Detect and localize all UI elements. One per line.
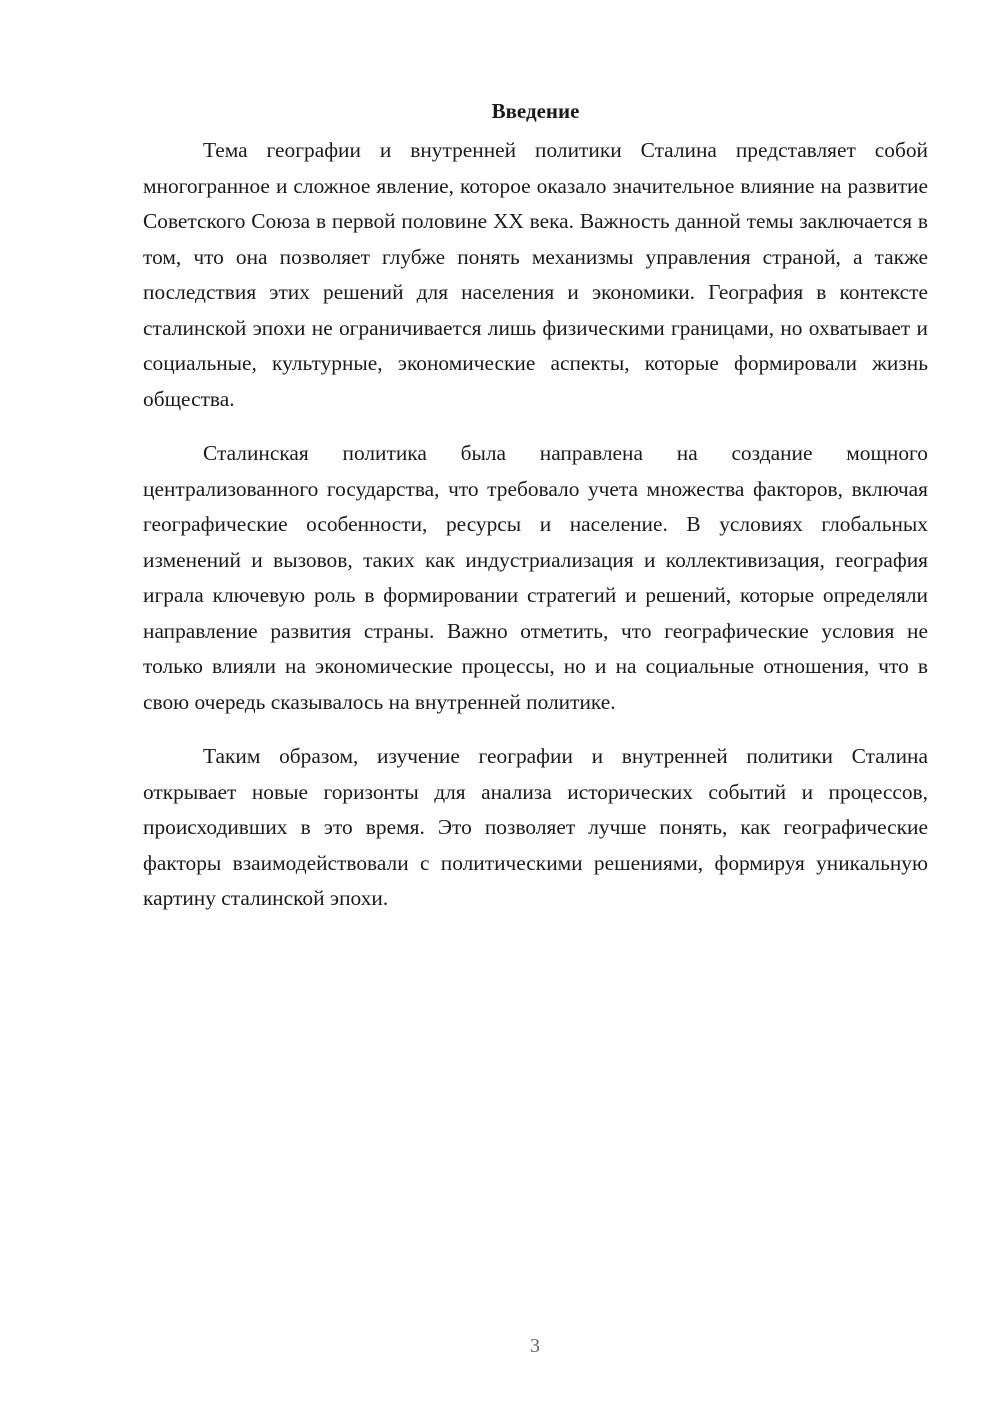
paragraph-2: Сталинская политика была направлена на создание мощного централизованного государства, что требовало учета множества факторов, включая географические особенности, ресурсы и население. В условиях глобальных изменений и вызовов, таких как индустриализация и коллективизация, география играла ключевую роль в формировании стратегий и решений, которые определяли направление развития страны. Важно отметить, что географические условия не только влияли на экономические процессы, но и на социальные отношения, что в свою очередь сказывалось на внутренней политике. bbox=[143, 441, 928, 714]
paragraph-3: Таким образом, изучение географии и внутренней политики Сталина открывает новые горизонты для анализа исторических событий и процессов, происходивших в это время. Это позволяет лучше понять, как географические факторы взаимодействовали с политическими решениями, формируя уникальную картину сталинской эпохи. bbox=[143, 744, 928, 910]
text-area bbox=[143, 96, 928, 936]
page-number: 3 bbox=[530, 1335, 540, 1357]
section-heading: Введение bbox=[491, 99, 580, 123]
paragraph-1: Тема географии и внутренней политики Сталина представляет собой многогранное и сложное явление, которое оказало значительное влияние на развитие Советского Союза в первой половине XX века. Важность данной темы заключается в том, что она позволяет глубже понять механизмы управления страной, а также последствия этих решений для населения и экономики. География в контексте сталинской эпохи не ограничивается лишь физическими границами, но охватывает и социальные, культурные, экономические аспекты, которые формировали жизнь общества. bbox=[143, 138, 928, 411]
